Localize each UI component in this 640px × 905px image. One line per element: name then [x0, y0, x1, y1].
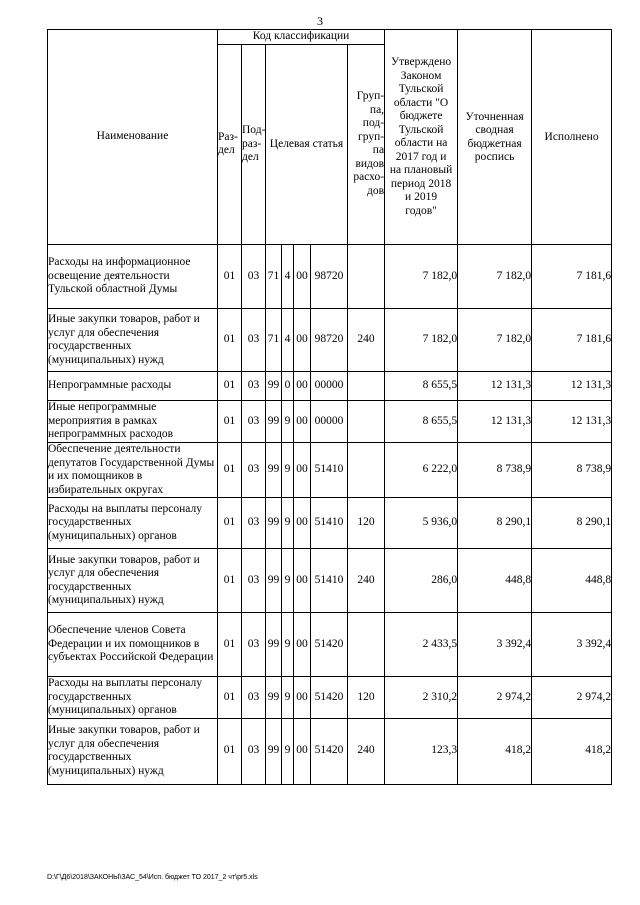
- row-name: Иные закупки товаров, работ и услуг для обеспечения государственных (муниципальных) нужд: [48, 309, 218, 372]
- row-refined: 7 182,0: [458, 245, 532, 309]
- row-executed: 7 181,6: [532, 245, 612, 309]
- row-target-part-4: 51410: [311, 498, 348, 549]
- header-executed: Исполнено: [532, 30, 612, 245]
- row-approved: 7 182,0: [385, 245, 458, 309]
- row-executed: 12 131,3: [532, 401, 612, 443]
- row-target-part-1: 99: [266, 718, 282, 784]
- row-razdel: 01: [218, 245, 242, 309]
- row-target-part-2: 4: [282, 245, 294, 309]
- row-target-part-3: 00: [294, 245, 311, 309]
- row-executed: 8 738,9: [532, 443, 612, 498]
- row-podrazdel: 03: [242, 309, 266, 372]
- row-razdel: 01: [218, 401, 242, 443]
- row-approved: 7 182,0: [385, 309, 458, 372]
- row-target-part-1: 71: [266, 309, 282, 372]
- row-target-part-3: 00: [294, 613, 311, 677]
- row-name: Обеспечение членов Совета Федерации и их помощников в субъектах Российской Федерации: [48, 613, 218, 677]
- budget-table: [47, 29, 612, 785]
- row-target-part-2: 9: [282, 401, 294, 443]
- row-target-part-2: 9: [282, 443, 294, 498]
- row-target-part-1: 99: [266, 401, 282, 443]
- row-expense-group: 120: [348, 677, 385, 719]
- row-razdel: 01: [218, 309, 242, 372]
- row-target-part-1: 99: [266, 613, 282, 677]
- row-razdel: 01: [218, 677, 242, 719]
- row-target-part-2: 9: [282, 498, 294, 549]
- row-razdel: 01: [218, 613, 242, 677]
- row-podrazdel: 03: [242, 498, 266, 549]
- row-target-part-4: 51420: [311, 613, 348, 677]
- table-row: [48, 549, 612, 613]
- row-target-part-2: 9: [282, 549, 294, 613]
- table-row: [48, 443, 612, 498]
- row-refined: 2 974,2: [458, 677, 532, 719]
- row-target-part-2: 9: [282, 718, 294, 784]
- row-name: Расходы на выплаты персоналу государственных (муниципальных) органов: [48, 498, 218, 549]
- row-approved: 2 310,2: [385, 677, 458, 719]
- row-target-part-1: 99: [266, 443, 282, 498]
- row-target-part-4: 51410: [311, 549, 348, 613]
- row-target-part-1: 99: [266, 549, 282, 613]
- row-target-part-2: 9: [282, 677, 294, 719]
- row-razdel: 01: [218, 498, 242, 549]
- row-refined: 8 290,1: [458, 498, 532, 549]
- row-target-part-4: 51420: [311, 677, 348, 719]
- row-podrazdel: 03: [242, 549, 266, 613]
- row-approved: 6 222,0: [385, 443, 458, 498]
- row-target-part-4: 98720: [311, 245, 348, 309]
- row-name: Иные закупки товаров, работ и услуг для обеспечения государственных (муниципальных) нужд: [48, 718, 218, 784]
- row-name: Иные закупки товаров, работ и услуг для обеспечения государственных (муниципальных) нужд: [48, 549, 218, 613]
- row-refined: 8 738,9: [458, 443, 532, 498]
- row-podrazdel: 03: [242, 443, 266, 498]
- table-row: [48, 718, 612, 784]
- row-target-part-3: 00: [294, 549, 311, 613]
- header-target-article: Целевая статья: [266, 44, 348, 245]
- row-executed: 7 181,6: [532, 309, 612, 372]
- row-expense-group: 240: [348, 549, 385, 613]
- table-body: [48, 245, 612, 785]
- row-refined: 3 392,4: [458, 613, 532, 677]
- table-row: [48, 372, 612, 401]
- header-podrazdel: Под- раз- дел: [242, 44, 266, 245]
- row-podrazdel: 03: [242, 245, 266, 309]
- row-refined: 418,2: [458, 718, 532, 784]
- row-name: Обеспечение деятельности депутатов Государственной Думы и их помощников в избирательных округах: [48, 443, 218, 498]
- row-target-part-4: 98720: [311, 309, 348, 372]
- row-executed: 8 290,1: [532, 498, 612, 549]
- row-refined: 448,8: [458, 549, 532, 613]
- header-refined: Уточненная сводная бюджетная роспись: [458, 30, 532, 245]
- row-approved: 8 655,5: [385, 401, 458, 443]
- row-executed: 3 392,4: [532, 613, 612, 677]
- row-razdel: 01: [218, 549, 242, 613]
- row-podrazdel: 03: [242, 677, 266, 719]
- table-row: [48, 309, 612, 372]
- row-target-part-3: 00: [294, 718, 311, 784]
- row-executed: 418,2: [532, 718, 612, 784]
- row-name: Иные непрограммные мероприятия в рамках непрограммных расходов: [48, 401, 218, 443]
- row-expense-group: [348, 401, 385, 443]
- row-refined: 12 131,3: [458, 401, 532, 443]
- table-row: [48, 245, 612, 309]
- row-podrazdel: 03: [242, 372, 266, 401]
- row-target-part-1: 71: [266, 245, 282, 309]
- footer-file-path: D:\Г\Д6\2018\ЗАКОНЫ\ЗАС_54\Исп. бюджет ТО 2017_2 чт\pr5.xls: [47, 874, 258, 881]
- row-target-part-4: 51410: [311, 443, 348, 498]
- row-target-part-3: 00: [294, 401, 311, 443]
- table-row: [48, 401, 612, 443]
- row-expense-group: [348, 443, 385, 498]
- row-target-part-2: 4: [282, 309, 294, 372]
- header-name: Наименование: [48, 30, 218, 245]
- row-target-part-1: 99: [266, 677, 282, 719]
- row-approved: 286,0: [385, 549, 458, 613]
- header-razdel: Раз- дел: [218, 44, 242, 245]
- row-target-part-3: 00: [294, 372, 311, 401]
- row-target-part-3: 00: [294, 443, 311, 498]
- row-expense-group: [348, 613, 385, 677]
- row-target-part-3: 00: [294, 677, 311, 719]
- row-name: Непрограммные расходы: [48, 372, 218, 401]
- row-podrazdel: 03: [242, 718, 266, 784]
- row-target-part-4: 00000: [311, 372, 348, 401]
- header-approved: Утверждено Законом Тульской области "О бюджете Тульской области на 2017 год и на плановый период 2018 и 2019 годов": [385, 30, 458, 245]
- row-approved: 123,3: [385, 718, 458, 784]
- row-podrazdel: 03: [242, 613, 266, 677]
- page-number: 3: [317, 14, 323, 28]
- row-refined: 12 131,3: [458, 372, 532, 401]
- row-razdel: 01: [218, 443, 242, 498]
- row-podrazdel: 03: [242, 401, 266, 443]
- row-name: Расходы на выплаты персоналу государственных (муниципальных) органов: [48, 677, 218, 719]
- header-row-top: [48, 30, 612, 45]
- row-name: Расходы на информационное освещение деятельности Тульской областной Думы: [48, 245, 218, 309]
- row-expense-group: 240: [348, 718, 385, 784]
- row-approved: 8 655,5: [385, 372, 458, 401]
- table-row: [48, 498, 612, 549]
- row-executed: 448,8: [532, 549, 612, 613]
- row-expense-group: [348, 245, 385, 309]
- row-approved: 2 433,5: [385, 613, 458, 677]
- row-executed: 12 131,3: [532, 372, 612, 401]
- row-target-part-1: 99: [266, 372, 282, 401]
- row-executed: 2 974,2: [532, 677, 612, 719]
- header-code-classification: Код классификации: [218, 30, 385, 45]
- row-target-part-2: 9: [282, 613, 294, 677]
- row-refined: 7 182,0: [458, 309, 532, 372]
- row-expense-group: 120: [348, 498, 385, 549]
- row-target-part-2: 0: [282, 372, 294, 401]
- table-row: [48, 613, 612, 677]
- row-expense-group: 240: [348, 309, 385, 372]
- row-razdel: 01: [218, 718, 242, 784]
- row-target-part-4: 00000: [311, 401, 348, 443]
- row-target-part-3: 00: [294, 309, 311, 372]
- row-razdel: 01: [218, 372, 242, 401]
- row-expense-group: [348, 372, 385, 401]
- row-target-part-1: 99: [266, 498, 282, 549]
- table-row: [48, 677, 612, 719]
- row-target-part-3: 00: [294, 498, 311, 549]
- header-expense-group: Груп- па, под- груп- па видов расхо- дов: [348, 44, 385, 245]
- row-approved: 5 936,0: [385, 498, 458, 549]
- row-target-part-4: 51420: [311, 718, 348, 784]
